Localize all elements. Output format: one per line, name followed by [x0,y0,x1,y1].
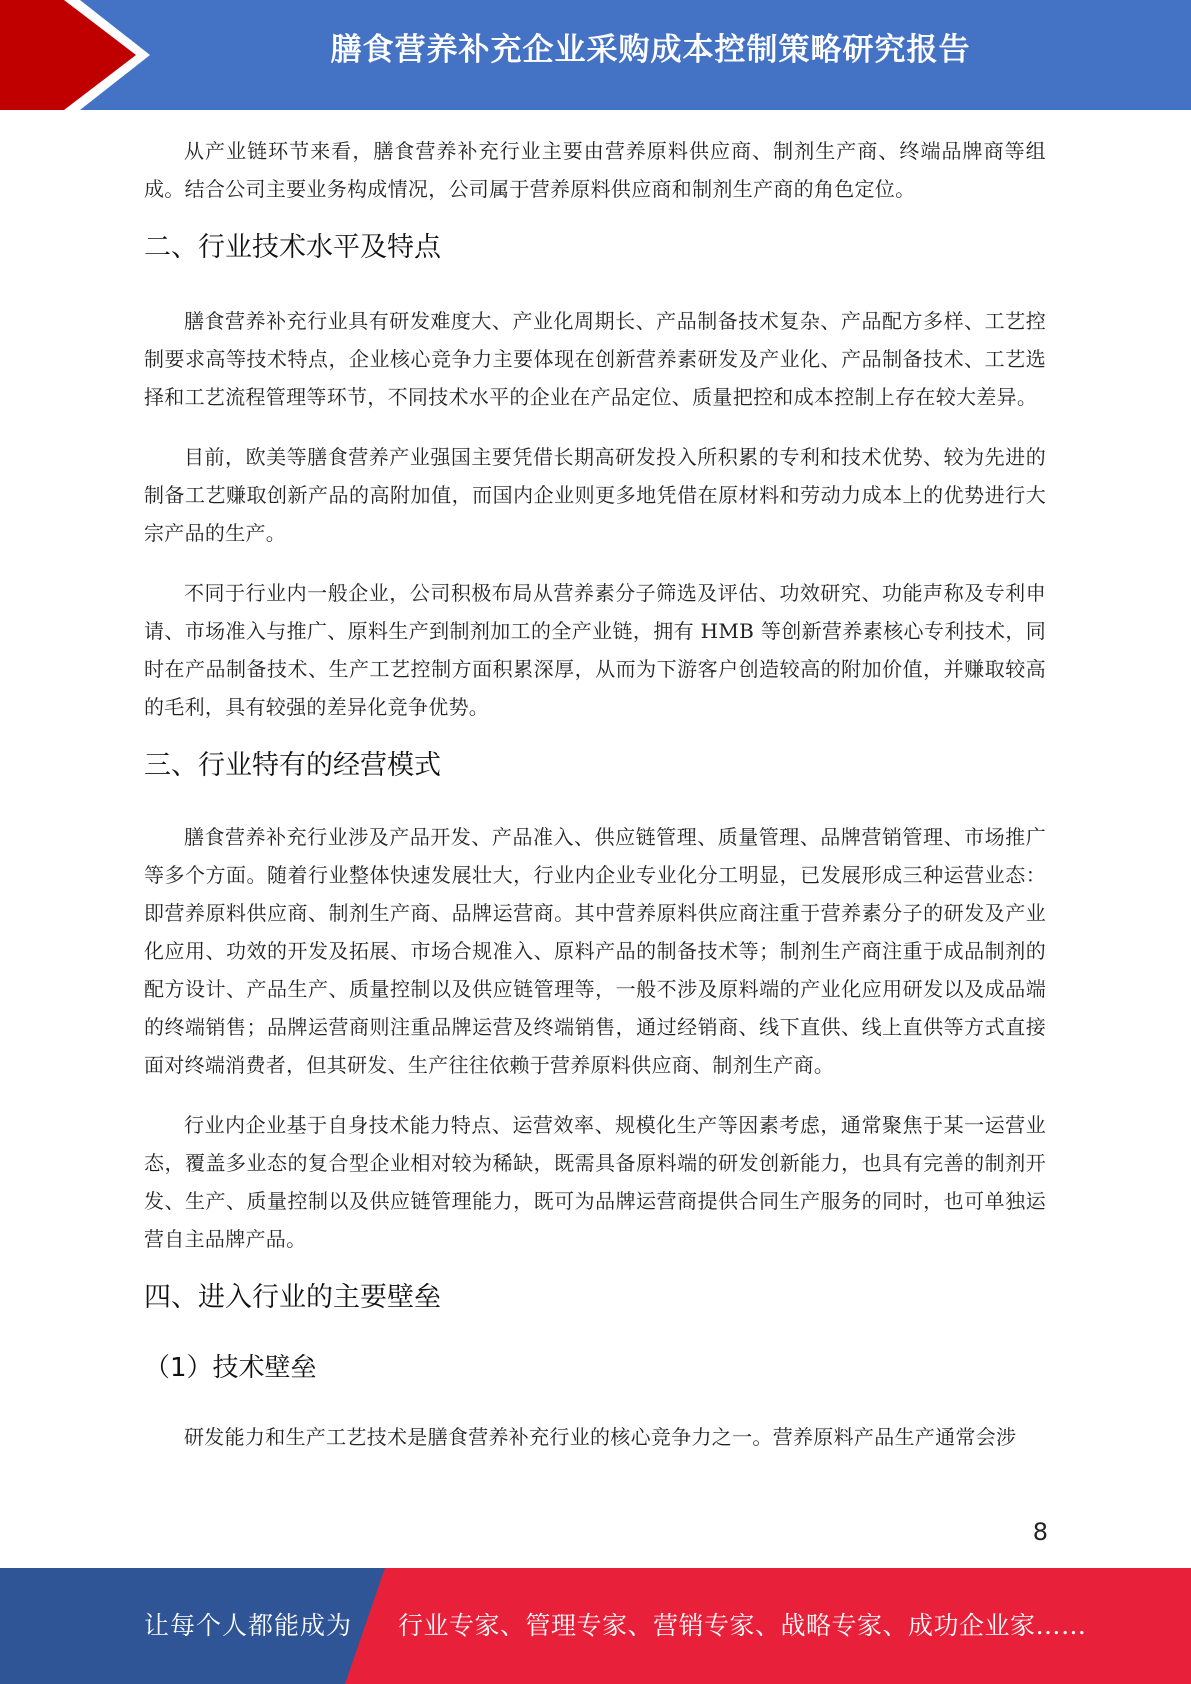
page-footer [0,1568,1191,1684]
paragraph: 研发能力和生产工艺技术是膳食营养补充行业的核心竞争力之一。营养原料产品生产通常会涉 [184,1425,1017,1449]
paragraph: 行业内企业基于自身技术能力特点、运营效率、规模化生产等因素考虑，通常聚焦于某一运营业态，覆盖多业态的复合型企业相对较为稀缺，既需具备原料端的研发创新能力，也具有完善的制剂开发、生产、质量控制以及供应链管理能力，既可为品牌运营商提供合同生产服务的同时，也可单独运营自主品牌产品。 [144,1113,1046,1251]
section-heading: 三、行业特有的经营模式 [144,750,441,781]
paragraph: 膳食营养补充行业具有研发难度大、产业化周期长、产品制备技术复杂、产品配方多样、工艺控制要求高等技术特点，企业核心竞争力主要体现在创新营养素研发及产业化、产品制备技术、工艺选择和工艺流程管理等环节，不同技术水平的企业在产品定位、质量把控和成本控制上存在较大差异。 [144,309,1046,409]
page-number: 8 [1032,1518,1048,1546]
page-header [0,0,1191,110]
footer-slogan-left: 让每个人都能成为 [144,1611,353,1640]
paragraph: 膳食营养补充行业涉及产品开发、产品准入、供应链管理、质量管理、品牌营销管理、市场推广等多个方面。随着行业整体快速发展壮大，行业内企业专业化分工明显，已发展形成三种运营业态：即营养原料供应商、制剂生产商、品牌运营商。其中营养原料供应商注重于营养素分子的研发及产业化应用、功效的开发及拓展、市场合规准入、原料产品的制备技术等；制剂生产商注重于成品制剂的配方设计、产品生产、质量控制以及供应链管理等，一般不涉及原料端的产业化应用研发以及成品端的终端销售；品牌运营商则注重品牌运营及终端销售，通过经销商、线下直供、线上直供等方式直接面对终端消费者，但其研发、生产往往依赖于营养原料供应商、制剂生产商。 [144,825,1046,1077]
subsection-heading: （1）技术壁垒 [144,1353,317,1383]
paragraph: 不同于行业内一般企业，公司积极布局从营养素分子筛选及评估、功效研究、功能声称及专利申请、市场准入与推广、原料生产到制剂加工的全产业链，拥有 HMB 等创新营养素核心专利技术，同时在产品制备技术、生产工艺控制方面积累深厚，从而为下游客户创造较高的附加价值，并赚取较高的毛利，具有较强的差异化竞争优势。 [144,581,1046,719]
paragraph: 从产业链环节来看，膳食营养补充行业主要由营养原料供应商、制剂生产商、终端品牌商等组成。结合公司主要业务构成情况，公司属于营养原料供应商和制剂生产商的角色定位。 [144,139,1046,201]
document-body [144,132,1046,1456]
header-title: 膳食营养补充企业采购成本控制策略研究报告 [330,32,971,68]
paragraph: 目前，欧美等膳食营养产业强国主要凭借长期高研发投入所积累的专利和技术优势、较为先进的制备工艺赚取创新产品的高附加值，而国内企业则更多地凭借在原材料和劳动力成本上的优势进行大宗产品的生产。 [144,445,1046,545]
section-heading: 二、行业技术水平及特点 [144,232,441,263]
section-heading: 四、进入行业的主要壁垒 [144,1282,441,1313]
footer-slogan-right: 行业专家、管理专家、营销专家、战略专家、成功企业家…… [398,1611,1087,1640]
